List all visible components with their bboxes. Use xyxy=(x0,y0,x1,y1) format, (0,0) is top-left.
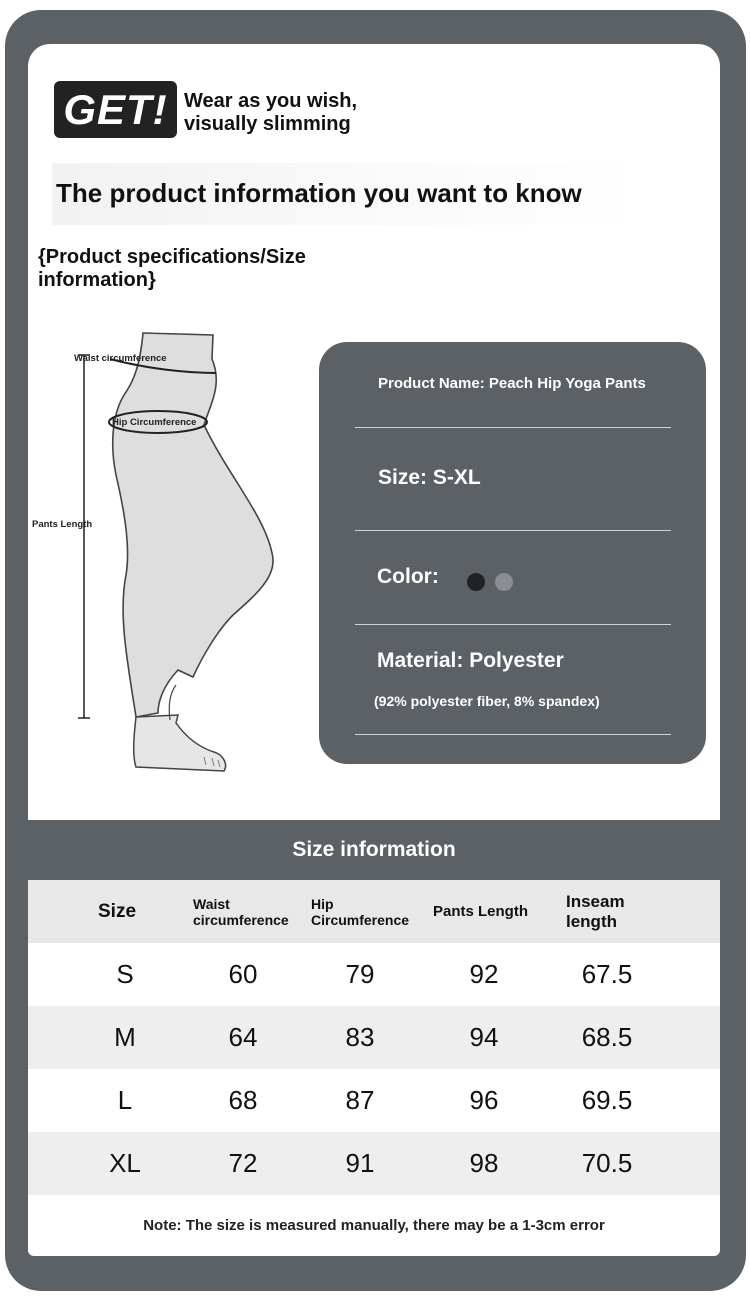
leggings-illustration xyxy=(28,325,298,785)
cell-inseam: 69.5 xyxy=(581,1085,633,1115)
cell-size: M xyxy=(114,1022,136,1052)
material-composition: (92% polyester fiber, 8% spandex) xyxy=(374,693,600,709)
size-table-title: Size information xyxy=(292,838,456,861)
color-swatch-black[interactable] xyxy=(467,573,485,591)
info-divider xyxy=(355,624,671,625)
table-row xyxy=(28,943,720,1006)
get-badge: GET! xyxy=(54,81,177,138)
cell-hip: 79 xyxy=(345,959,375,989)
spec-title-line-1: {Product specifications/Size xyxy=(38,246,306,268)
info-divider xyxy=(355,427,671,428)
cell-inseam: 67.5 xyxy=(581,959,633,989)
tagline-line-2: visually slimming xyxy=(184,113,351,135)
product-info-box xyxy=(319,342,706,764)
header-hip-line-1: Hip xyxy=(311,895,334,912)
size-table xyxy=(28,880,720,1195)
cell-inseam: 68.5 xyxy=(581,1022,633,1052)
leggings-silhouette xyxy=(113,333,273,717)
cell-waist: 64 xyxy=(228,1022,258,1052)
header-length: Pants Length xyxy=(433,902,529,920)
table-row xyxy=(28,1069,720,1132)
table-header-row xyxy=(28,880,720,943)
material: Material: Polyester xyxy=(377,649,564,672)
header-inseam-line-2: length xyxy=(566,911,617,931)
page-title: The product information you want to know xyxy=(56,178,582,208)
color-label: Color: xyxy=(377,565,439,588)
header-inseam-line-1: Inseam xyxy=(566,891,625,911)
waist-label: Waist circumference xyxy=(74,353,167,364)
cell-waist: 72 xyxy=(228,1148,258,1178)
color-swatch-gray[interactable] xyxy=(495,573,513,591)
foot-shape xyxy=(134,715,226,771)
cell-hip: 83 xyxy=(345,1022,375,1052)
table-row xyxy=(28,1132,720,1195)
cell-waist: 60 xyxy=(228,959,258,989)
header-waist-line-1: Waist xyxy=(193,895,230,912)
header-hip xyxy=(311,880,426,943)
header-size: Size xyxy=(98,900,137,922)
cell-length: 96 xyxy=(469,1085,499,1115)
cell-length: 92 xyxy=(469,959,499,989)
table-row xyxy=(28,1006,720,1069)
leggings-diagram xyxy=(28,325,298,785)
info-divider xyxy=(355,734,671,735)
header-hip-line-2: Circumference xyxy=(311,911,410,928)
size-note: Note: The size is measured manually, there may be a 1-3cm error xyxy=(143,1217,605,1234)
hip-label: Hip Circumference xyxy=(112,417,197,428)
cell-length: 94 xyxy=(469,1022,499,1052)
cell-inseam: 70.5 xyxy=(581,1148,633,1178)
tagline xyxy=(184,90,414,136)
product-name: Product Name: Peach Hip Yoga Pants xyxy=(378,375,646,392)
cell-hip: 87 xyxy=(345,1085,375,1115)
cell-hip: 91 xyxy=(345,1148,375,1178)
product-size: Size: S-XL xyxy=(378,466,481,489)
header-waist-line-2: circumference xyxy=(193,911,289,928)
spec-section-title xyxy=(38,246,358,292)
cell-length: 98 xyxy=(469,1148,499,1178)
length-label: Pants Length xyxy=(32,519,93,530)
info-divider xyxy=(355,530,671,531)
tagline-line-1: Wear as you wish, xyxy=(184,90,358,112)
header-waist xyxy=(193,880,308,943)
header-inseam xyxy=(566,880,666,943)
spec-title-line-2: information} xyxy=(38,269,156,291)
cell-waist: 68 xyxy=(228,1085,258,1115)
cell-size: XL xyxy=(109,1148,141,1178)
note-band xyxy=(28,1195,720,1256)
cell-size: L xyxy=(117,1085,133,1115)
cell-size: S xyxy=(116,959,134,989)
